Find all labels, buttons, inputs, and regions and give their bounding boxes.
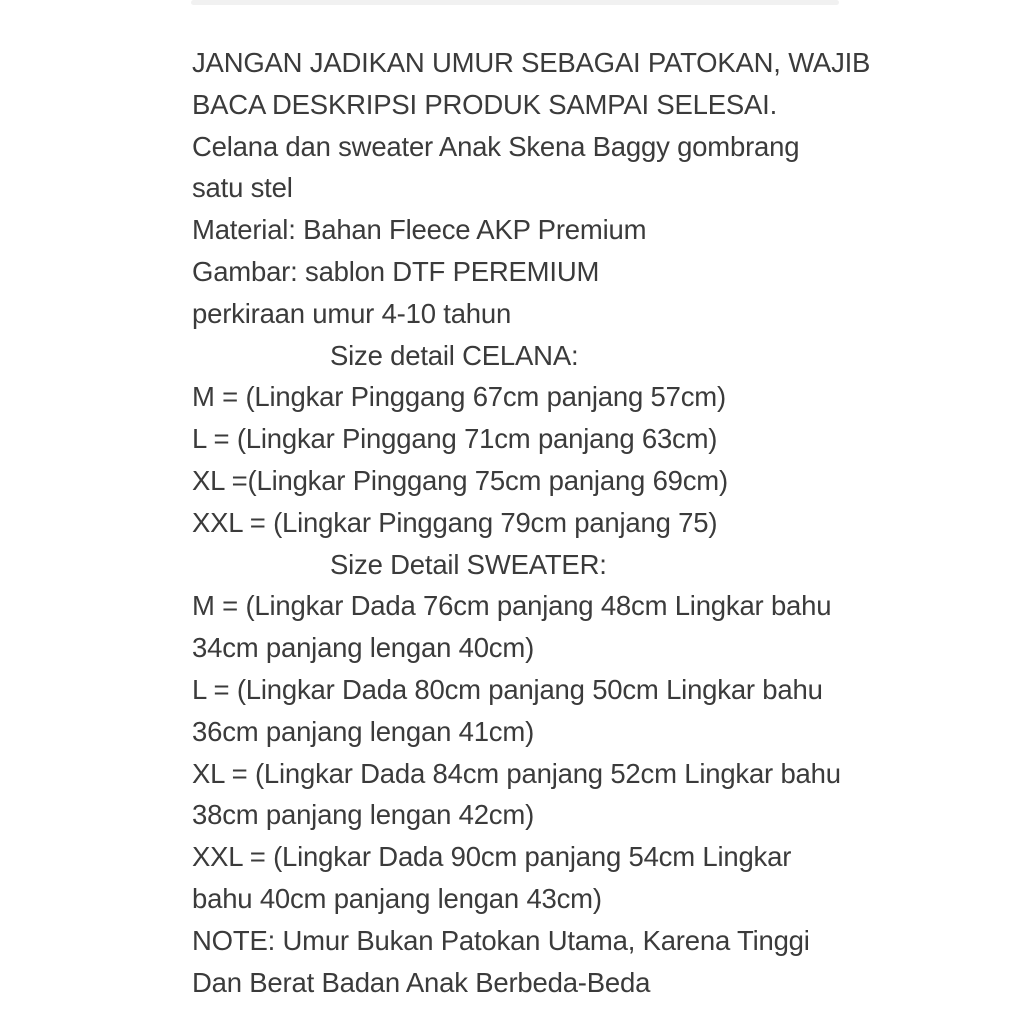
description-line: Dan Berat Badan Anak Berbeda-Beda — [192, 966, 651, 998]
description-line: satu stel — [192, 172, 293, 204]
description-line: XXL = (Lingkar Pinggang 79cm panjang 75) — [192, 506, 718, 538]
description-line: M = (Lingkar Pinggang 67cm panjang 57cm) — [192, 381, 726, 413]
top-divider — [191, 0, 839, 5]
description-line: bahu 40cm panjang lengan 43cm) — [192, 882, 602, 914]
description-line: L = (Lingkar Pinggang 71cm panjang 63cm) — [192, 423, 718, 455]
description-line: 36cm panjang lengan 41cm) — [192, 715, 535, 747]
description-line: M = (Lingkar Dada 76cm panjang 48cm Lingkar bahu — [192, 590, 832, 622]
description-line: Material: Bahan Fleece AKP Premium — [192, 214, 647, 246]
description-line: XL = (Lingkar Dada 84cm panjang 52cm Lingkar bahu — [192, 757, 841, 789]
description-line: XXL = (Lingkar Dada 90cm panjang 54cm Lingkar — [192, 841, 792, 873]
description-line: Celana dan sweater Anak Skena Baggy gombrang — [192, 130, 800, 162]
description-line: XL =(Lingkar Pinggang 75cm panjang 69cm) — [192, 464, 728, 496]
size-detail-sweater-heading: Size Detail SWEATER: — [330, 548, 607, 580]
description-line: NOTE: Umur Bukan Patokan Utama, Karena Tinggi — [192, 924, 810, 956]
description-line: perkiraan umur 4-10 tahun — [192, 297, 512, 329]
description-line: 38cm panjang lengan 42cm) — [192, 799, 535, 831]
description-line: JANGAN JADIKAN UMUR SEBAGAI PATOKAN, WAJIB — [192, 47, 871, 78]
description-line: Gambar: sablon DTF PEREMIUM — [192, 255, 600, 287]
product-description-text — [192, 42, 871, 1003]
description-line: 34cm panjang lengan 40cm) — [192, 632, 535, 664]
size-detail-celana-heading: Size detail CELANA: — [330, 339, 579, 371]
description-line: L = (Lingkar Dada 80cm panjang 50cm Lingkar bahu — [192, 673, 823, 705]
description-line: BACA DESKRIPSI PRODUK SAMPAI SELESAI. — [192, 88, 778, 120]
